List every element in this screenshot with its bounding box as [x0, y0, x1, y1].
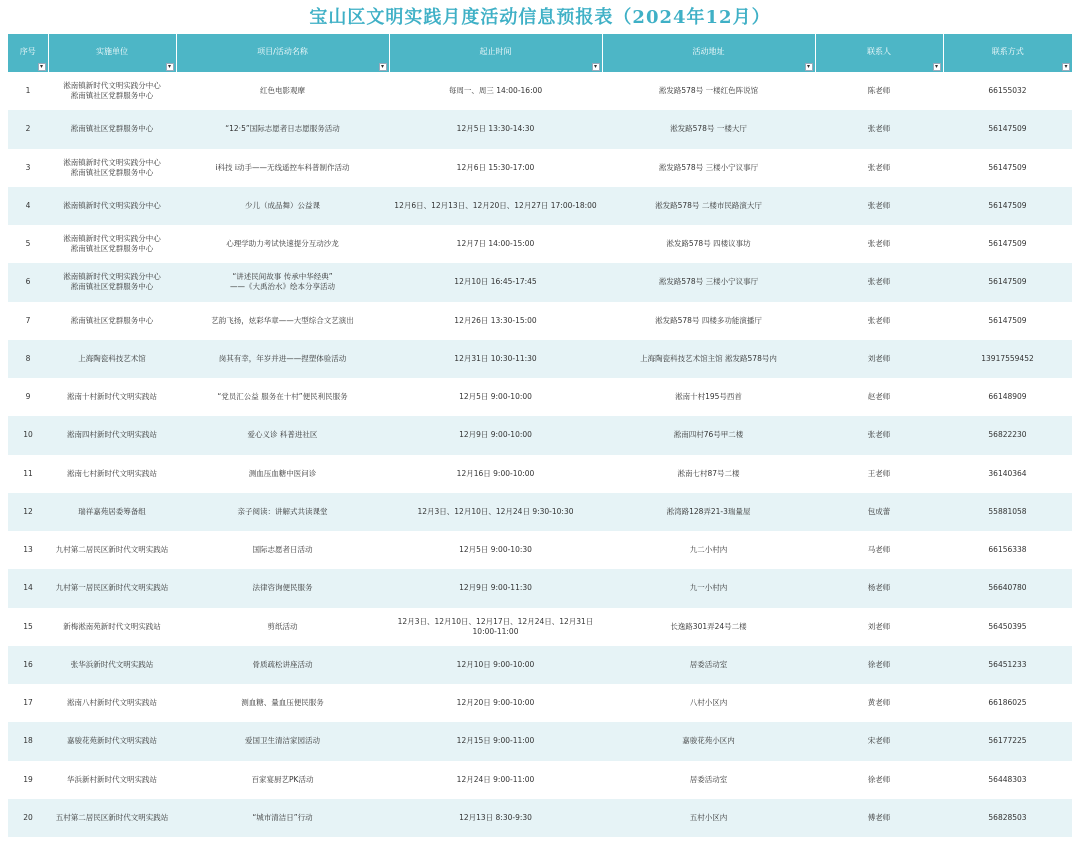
header-label: 起止时间 [479, 46, 512, 56]
cell-contact: 宋老师 [815, 722, 943, 760]
cell-phone: 56147509 [943, 110, 1072, 148]
cell-phone: 56147509 [988, 162, 1027, 172]
cell-line: 亲子阅读：讲解式共读课堂 [237, 506, 328, 516]
cell-line: 12月15日 9:00-11:00 [456, 736, 535, 746]
cell-phone: 56640780 [943, 569, 1072, 607]
header-label: 活动地址 [692, 46, 725, 56]
cell-contact: 黄老师 [867, 698, 891, 708]
cell-line: 国际志愿者日活动 [252, 545, 313, 555]
table-row [8, 302, 1072, 340]
cell-line: 每周一、周三 14:00-16:00 [448, 86, 543, 96]
cell-contact: 马老师 [867, 545, 891, 555]
cell-line: “党员汇公益 服务在十村”便民利民服务 [217, 392, 348, 402]
cell-contact: 张老师 [867, 315, 891, 325]
cell-activity-name [176, 761, 389, 799]
cell-line: 淞南镇社区党群服务中心 [70, 282, 154, 292]
cell-line: 12月3日、12月10日、12月17日、12月24日、12月31日 [397, 616, 594, 626]
cell-contact: 张老师 [815, 187, 943, 225]
cell-contact: 张老师 [867, 162, 891, 172]
cell-address: 九二小村内 [689, 545, 728, 555]
cell-activity-name [176, 302, 389, 340]
header-label: 联系人 [867, 46, 891, 56]
table-row [8, 110, 1072, 148]
filter-dropdown-icon[interactable]: ▾ [1062, 63, 1070, 71]
cell-contact: 刘老师 [815, 340, 943, 378]
cell-line: 测血压血糖中医问诊 [248, 468, 317, 478]
col-header-unit [48, 34, 176, 72]
cell-no: 4 [8, 187, 48, 225]
cell-no: 14 [8, 569, 48, 607]
cell-activity-name [176, 340, 389, 378]
cell-contact: 张老师 [815, 110, 943, 148]
cell-line: 12月13日 8:30-9:30 [459, 812, 532, 822]
cell-line: 12月9日 9:00-11:30 [459, 583, 532, 593]
cell-line: 淞南镇新时代文明实践分中心 [63, 157, 161, 167]
cell-no: 20 [8, 799, 48, 837]
activity-table [8, 34, 1072, 837]
table-row [8, 187, 1072, 225]
cell-contact: 张老师 [815, 416, 943, 454]
cell-phone: 36140364 [988, 468, 1027, 478]
cell-line: 心理学助力考试快速提分互动沙龙 [226, 239, 339, 249]
cell-activity-name [176, 225, 389, 263]
cell-unit [48, 799, 176, 837]
col-header-contact [815, 34, 943, 72]
cell-time [389, 455, 602, 493]
cell-no: 10 [8, 416, 48, 454]
table-row [8, 722, 1072, 760]
cell-phone: 56828503 [943, 799, 1072, 837]
cell-address: 淞发路578号 二楼市民路演大厅 [602, 187, 815, 225]
cell-activity-name [176, 110, 389, 148]
cell-activity-name [176, 722, 389, 760]
cell-line: 淞南镇社区党群服务中心 [70, 315, 154, 325]
cell-line: 12月10日 9:00-10:00 [456, 659, 535, 669]
cell-line: i科技 i动手——无线遥控车科普制作活动 [215, 162, 350, 172]
cell-contact: 陈老师 [867, 86, 891, 96]
cell-line: 淞南镇社区党群服务中心 [70, 124, 154, 134]
cell-time [389, 493, 602, 531]
cell-unit [48, 608, 176, 646]
cell-no: 3 [25, 162, 31, 172]
cell-phone: 56448303 [988, 774, 1027, 784]
cell-no: 5 [25, 239, 31, 249]
cell-line: 上海陶瓷科技艺术馆 [78, 353, 146, 363]
cell-line: 淞南镇新时代文明实践分中心 [63, 200, 161, 210]
cell-line: 淞南镇社区党群服务中心 [70, 167, 154, 177]
cell-time [389, 263, 602, 301]
cell-activity-name [176, 569, 389, 607]
cell-contact: 徐老师 [867, 774, 891, 784]
filter-dropdown-icon[interactable]: ▾ [379, 63, 387, 71]
cell-phone: 56450395 [988, 621, 1027, 631]
filter-dropdown-icon[interactable]: ▾ [805, 63, 813, 71]
cell-line: 12月7日 14:00-15:00 [456, 239, 535, 249]
cell-unit [48, 684, 176, 722]
cell-unit [48, 493, 176, 531]
table-row [8, 378, 1072, 416]
cell-time [389, 302, 602, 340]
cell-activity-name [176, 493, 389, 531]
cell-no: 8 [8, 340, 48, 378]
cell-time [389, 684, 602, 722]
cell-line: 12月24日 9:00-11:00 [456, 774, 535, 784]
cell-line: 淞南镇社区党群服务中心 [70, 244, 154, 254]
cell-contact: 傅老师 [815, 799, 943, 837]
cell-line: 12月16日 9:00-10:00 [456, 468, 535, 478]
cell-address: 居委活动室 [689, 774, 728, 784]
table-row [8, 149, 1072, 187]
cell-address: 居委活动室 [602, 646, 815, 684]
cell-contact: 张老师 [815, 263, 943, 301]
cell-line: 五村第二居民区新时代文明实践站 [55, 812, 169, 822]
cell-unit [48, 646, 176, 684]
cell-unit [48, 149, 176, 187]
cell-time [389, 761, 602, 799]
cell-address: 淞南七村87号二楼 [677, 468, 740, 478]
table-row [8, 263, 1072, 301]
table-body [8, 72, 1072, 837]
cell-line: 淞南十村新时代文明实践站 [67, 392, 157, 402]
cell-time [389, 72, 602, 110]
cell-time [389, 646, 602, 684]
cell-activity-name [176, 416, 389, 454]
table-row [8, 684, 1072, 722]
filter-dropdown-icon[interactable]: ▾ [592, 63, 600, 71]
table-row [8, 455, 1072, 493]
cell-time [389, 722, 602, 760]
cell-line: 测血糖、量血压便民服务 [241, 698, 324, 708]
cell-line: 瑞祥嘉苑居委筹备组 [78, 506, 146, 516]
cell-line: ——《大禹治水》绘本分享活动 [230, 282, 335, 292]
cell-activity-name [176, 378, 389, 416]
cell-address: 八村小区内 [689, 698, 728, 708]
table-row [8, 569, 1072, 607]
cell-line: 新梅淞南苑新时代文明实践站 [63, 621, 161, 631]
cell-address: 淞发路578号 四楼多功能演播厅 [655, 315, 762, 325]
cell-contact: 张老师 [867, 239, 891, 249]
cell-no: 19 [23, 774, 33, 784]
cell-line: 12月6日 15:30-17:00 [456, 162, 535, 172]
cell-line: 12月9日 9:00-10:00 [459, 430, 532, 440]
cell-line: 淞南四村新时代文明实践站 [67, 430, 157, 440]
cell-line: 10:00-11:00 [472, 626, 519, 636]
cell-line: 爱心义诊 科普进社区 [247, 430, 318, 440]
cell-line: 艺韵飞扬，炫彩华章——大型综合文艺演出 [211, 315, 354, 325]
cell-line: 12月5日 9:00-10:30 [459, 545, 532, 555]
cell-no: 1 [25, 86, 31, 96]
cell-address: 长逸路301弄24号二楼 [670, 621, 747, 631]
cell-unit [48, 340, 176, 378]
cell-activity-name [176, 149, 389, 187]
cell-line: 骨质疏松讲座活动 [252, 659, 313, 669]
cell-unit [48, 302, 176, 340]
cell-unit [48, 187, 176, 225]
cell-no: 12 [8, 493, 48, 531]
cell-activity-name [176, 608, 389, 646]
cell-address: 上海陶瓷科技艺术馆主馆 淞发路578号内 [602, 340, 815, 378]
cell-unit [48, 761, 176, 799]
cell-no: 11 [23, 468, 33, 478]
cell-address: 嘉骏花苑小区内 [602, 722, 815, 760]
cell-contact: 赵老师 [867, 392, 891, 402]
col-header-phone [943, 34, 1072, 72]
cell-unit [48, 378, 176, 416]
cell-unit [48, 72, 176, 110]
cell-line: 岗其有幸，年岁并进——捏塑体验活动 [218, 353, 347, 363]
cell-phone: 56147509 [943, 187, 1072, 225]
cell-phone: 66186025 [988, 698, 1027, 708]
cell-line: 张华浜新时代文明实践站 [70, 659, 154, 669]
cell-time [389, 608, 602, 646]
header-label: 联系方式 [991, 46, 1024, 56]
cell-unit [48, 110, 176, 148]
cell-time [389, 531, 602, 569]
cell-no: 7 [25, 315, 31, 325]
cell-time [389, 110, 602, 148]
cell-unit [48, 722, 176, 760]
cell-line: 九村第二居民区新时代文明实践站 [55, 545, 169, 555]
cell-phone: 56147509 [943, 263, 1072, 301]
cell-phone: 55881058 [943, 493, 1072, 531]
cell-address: 淞发路578号 三楼小宁议事厅 [658, 162, 759, 172]
filter-dropdown-icon[interactable]: ▾ [38, 63, 46, 71]
cell-activity-name [176, 531, 389, 569]
cell-no: 13 [23, 545, 33, 555]
col-header-name [176, 34, 389, 72]
cell-time [389, 416, 602, 454]
cell-no: 16 [8, 646, 48, 684]
cell-line: 12月31日 10:30-11:30 [454, 353, 537, 363]
col-header-no [8, 34, 48, 72]
cell-no: 18 [8, 722, 48, 760]
table-row [8, 531, 1072, 569]
table-row [8, 225, 1072, 263]
cell-line: 红色电影观摩 [260, 86, 305, 96]
cell-line: 剪纸活动 [267, 621, 298, 631]
header-row [8, 34, 1072, 72]
cell-address: 五村小区内 [602, 799, 815, 837]
cell-time [389, 799, 602, 837]
cell-address: 淞发路578号 四楼议事坊 [666, 239, 751, 249]
cell-line: 12月26日 13:30-15:00 [454, 315, 537, 325]
cell-phone: 66156338 [988, 545, 1027, 555]
cell-unit [48, 263, 176, 301]
table-row [8, 416, 1072, 454]
cell-address: 淞发路578号 一楼红色阵说馆 [658, 86, 759, 96]
cell-line: 淞南镇新时代文明实践分中心 [63, 272, 161, 282]
cell-no: 15 [23, 621, 33, 631]
cell-contact: 王老师 [867, 468, 891, 478]
cell-no: 9 [25, 392, 31, 402]
cell-address: 九一小村内 [602, 569, 815, 607]
cell-address: 淞南十村195号西首 [675, 392, 742, 402]
cell-line: 九村第一居民区新时代文明实践站 [55, 583, 169, 593]
cell-unit [48, 569, 176, 607]
cell-phone: 56177225 [943, 722, 1072, 760]
cell-contact: 刘老师 [867, 621, 891, 631]
cell-unit [48, 455, 176, 493]
cell-line: 少儿（成品舞）公益课 [245, 200, 320, 210]
cell-activity-name [176, 455, 389, 493]
cell-line: 12月5日 9:00-10:00 [459, 392, 532, 402]
cell-line: 华浜新村新时代文明实践站 [67, 774, 157, 784]
cell-line: 12月3日、12月10日、12月24日 9:30-10:30 [417, 506, 574, 516]
page-title: 宝山区文明实践月度活动信息预报表（2024年12月） [309, 7, 771, 28]
cell-phone: 66148909 [988, 392, 1027, 402]
table-row [8, 761, 1072, 799]
cell-activity-name [176, 684, 389, 722]
cell-address: 淞发路578号 三楼小宁议事厅 [602, 263, 815, 301]
cell-line: 淞南镇新时代文明实践分中心 [63, 234, 161, 244]
cell-address: 淞发路578号 一楼大厅 [602, 110, 815, 148]
cell-address: 淞湾路128弄21-3瑞量屋 [602, 493, 815, 531]
cell-line: 12月10日 16:45-17:45 [454, 277, 537, 287]
cell-line: 淞南镇社区党群服务中心 [70, 91, 154, 101]
cell-no: 17 [23, 698, 33, 708]
cell-line: 12月20日 9:00-10:00 [456, 698, 535, 708]
cell-address: 淞南四村76号甲二楼 [602, 416, 815, 454]
cell-line: “讲述民间故事 传承中华经典” [232, 272, 333, 282]
cell-line: “12·5”国际志愿者日志愿服务活动 [225, 124, 340, 134]
cell-time [389, 187, 602, 225]
cell-activity-name [176, 187, 389, 225]
cell-unit [48, 225, 176, 263]
table-row [8, 608, 1072, 646]
cell-no: 2 [8, 110, 48, 148]
cell-time [389, 378, 602, 416]
table-row [8, 340, 1072, 378]
cell-unit [48, 531, 176, 569]
table-row [8, 72, 1072, 110]
header-label: 项目/活动名称 [257, 46, 308, 56]
col-header-address [602, 34, 815, 72]
cell-line: 淞南镇新时代文明实践分中心 [63, 81, 161, 91]
cell-line: 淞南八村新时代文明实践站 [67, 698, 157, 708]
cell-line: 12月6日、12月13日、12月20日、12月27日 17:00-18:00 [394, 200, 597, 210]
cell-time [389, 569, 602, 607]
cell-line: 嘉骏花苑新时代文明实践站 [67, 736, 157, 746]
cell-activity-name [176, 799, 389, 837]
cell-line: 12月5日 13:30-14:30 [456, 124, 535, 134]
cell-phone: 56147509 [988, 239, 1027, 249]
cell-contact: 杨老师 [815, 569, 943, 607]
filter-dropdown-icon[interactable]: ▾ [166, 63, 174, 71]
cell-unit [48, 416, 176, 454]
cell-time [389, 340, 602, 378]
table-row [8, 646, 1072, 684]
cell-phone: 56451233 [943, 646, 1072, 684]
cell-no: 6 [8, 263, 48, 301]
cell-activity-name [176, 72, 389, 110]
table-row [8, 799, 1072, 837]
cell-contact: 徐老师 [815, 646, 943, 684]
cell-activity-name [176, 263, 389, 301]
col-header-time [389, 34, 602, 72]
cell-time [389, 149, 602, 187]
header-label: 序号 [19, 46, 36, 56]
table-row [8, 493, 1072, 531]
cell-line: 淞南七村新时代文明实践站 [67, 468, 157, 478]
cell-line: “城市清洁日”行动 [252, 812, 313, 822]
cell-phone: 56822230 [943, 416, 1072, 454]
cell-time [389, 225, 602, 263]
header-label: 实施单位 [96, 46, 128, 56]
cell-line: 法律咨询便民服务 [252, 583, 313, 593]
filter-dropdown-icon[interactable]: ▾ [933, 63, 941, 71]
cell-activity-name [176, 646, 389, 684]
cell-line: 爱国卫生清洁家园活动 [245, 736, 320, 746]
cell-phone: 56147509 [988, 315, 1027, 325]
cell-line: 百家宴厨艺PK活动 [251, 774, 314, 784]
cell-phone: 13917559452 [943, 340, 1072, 378]
cell-contact: 包成蕾 [815, 493, 943, 531]
cell-phone: 66155032 [988, 86, 1027, 96]
